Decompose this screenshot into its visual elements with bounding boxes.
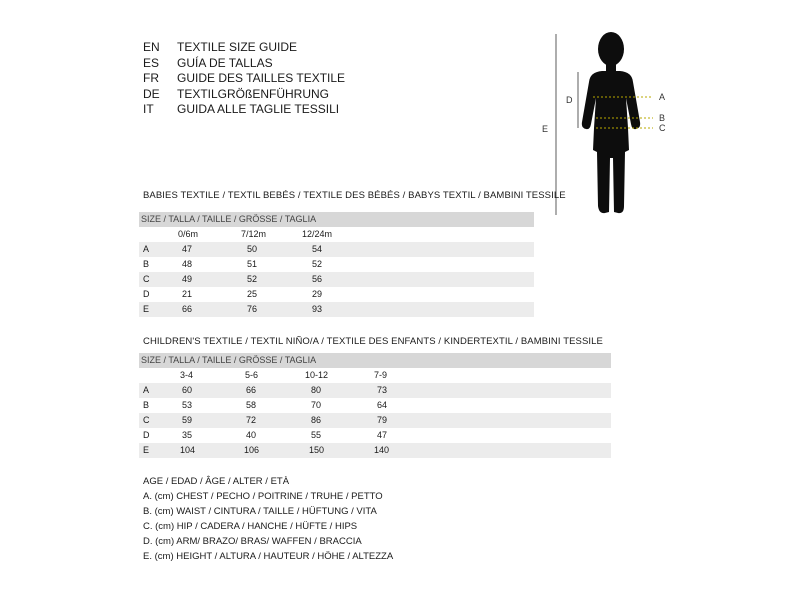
- row-label: B: [143, 400, 150, 410]
- label-b: B: [659, 113, 666, 123]
- table-row: [139, 242, 534, 257]
- table-cell: 48: [182, 259, 193, 269]
- table-cell: 56: [312, 274, 323, 284]
- table-cell: 150: [309, 445, 325, 455]
- lang-code: DE: [143, 86, 160, 101]
- table-row: [139, 302, 534, 317]
- row-label: A: [143, 385, 150, 395]
- table-cell: 49: [182, 274, 193, 284]
- table-cell: 73: [377, 385, 388, 395]
- table-cell: 64: [377, 400, 388, 410]
- lang-row-de: [143, 87, 345, 103]
- table-cell: 47: [182, 244, 193, 254]
- size-column-header: 12/24m: [302, 229, 333, 239]
- table-row: [139, 257, 534, 272]
- lang-title: TEXTILGRÖßENFÜHRUNG: [177, 86, 330, 101]
- table-cell: 66: [246, 385, 257, 395]
- table-cell: 72: [246, 415, 257, 425]
- table-cell: 51: [247, 259, 258, 269]
- row-label: C: [143, 274, 150, 284]
- legend-arm: D. (cm) ARM/ BRAZO/ BRAS/ WAFFEN / BRACCIA: [143, 536, 362, 547]
- lang-title: GUIDE DES TAILLES TEXTILE: [177, 71, 346, 85]
- table-cell: 104: [180, 445, 196, 455]
- table-cell: 66: [182, 304, 193, 314]
- lang-code: FR: [143, 71, 159, 85]
- lang-row-es: [143, 56, 345, 72]
- size-column-header: 0/6m: [178, 229, 199, 239]
- lang-code: ES: [143, 55, 160, 70]
- table-cell: 60: [182, 385, 193, 395]
- table-cell: 79: [377, 415, 388, 425]
- table-cell: 80: [311, 385, 322, 395]
- table-cell: 76: [247, 304, 258, 314]
- label-a: A: [659, 92, 666, 102]
- table-cell: 93: [312, 304, 323, 314]
- table-row: [139, 287, 534, 302]
- children-size-table: [139, 353, 611, 458]
- lang-code: IT: [143, 102, 154, 116]
- babies-section-title: BABIES TEXTILE / TEXTIL BEBÉS / TEXTILE DES BÉBÉS / BABYS TEXTIL / BAMBINI TESSILE: [143, 190, 566, 201]
- row-label: E: [143, 304, 150, 314]
- table-cell: 25: [247, 289, 258, 299]
- babies-size-table: [139, 212, 534, 317]
- lang-row-fr: [143, 71, 345, 87]
- table-cell: 86: [311, 415, 322, 425]
- legend-hip: C. (cm) HIP / CADERA / HANCHE / HÜFTE / HIPS: [143, 521, 358, 532]
- table-cell: 55: [311, 430, 322, 440]
- table-cell: 59: [182, 415, 193, 425]
- table-row: [139, 272, 534, 287]
- size-column-header: 5-6: [245, 370, 259, 380]
- label-c: C: [659, 123, 666, 133]
- row-label: E: [143, 445, 150, 455]
- children-section-title: CHILDREN'S TEXTILE / TEXTIL NIÑO/A / TEXTILE DES ENFANTS / KINDERTEXTIL / BAMBINI TESSILE: [143, 336, 603, 347]
- legend-waist: B. (cm) WAIST / CINTURA / TAILLE / HÜFTUNG / VITA: [143, 506, 377, 517]
- table-cell: 47: [377, 430, 388, 440]
- label-d: D: [566, 95, 573, 105]
- row-label: D: [143, 430, 150, 440]
- size-column-header: 10-12: [305, 370, 329, 380]
- lang-row-it: [143, 102, 345, 118]
- size-column-header: 3-4: [180, 370, 194, 380]
- table-cell: 35: [182, 430, 193, 440]
- lang-title: GUIDA ALLE TAGLIE TESSILI: [177, 102, 340, 116]
- child-silhouette-icon: [582, 32, 640, 213]
- language-titles: [143, 40, 345, 118]
- babies-sizes-row: [139, 227, 534, 242]
- table-row: [139, 443, 611, 458]
- table-cell: 140: [374, 445, 390, 455]
- lang-title: GUÍA DE TALLAS: [177, 55, 273, 70]
- table-cell: 70: [311, 400, 322, 410]
- lang-code: EN: [143, 40, 160, 54]
- lang-row-en: [143, 40, 345, 56]
- row-label: B: [143, 259, 150, 269]
- table-cell: 54: [312, 244, 323, 254]
- table-row: [139, 398, 611, 413]
- children-size-header: SIZE / TALLA / TAILLE / GRÖSSE / TAGLIA: [139, 353, 611, 368]
- table-cell: 52: [312, 259, 323, 269]
- row-label: C: [143, 415, 150, 425]
- legend-age: AGE / EDAD / ÂGE / ALTER / ETÀ: [143, 476, 290, 487]
- table-cell: 53: [182, 400, 193, 410]
- legend-height: E. (cm) HEIGHT / ALTURA / HAUTEUR / HÖHE / ALTEZZA: [143, 551, 394, 562]
- legend-chest: A. (cm) CHEST / PECHO / POITRINE / TRUHE / PETTO: [143, 491, 383, 502]
- table-cell: 50: [247, 244, 258, 254]
- size-column-header: 7-9: [374, 370, 388, 380]
- children-sizes-row: [139, 368, 611, 383]
- table-row: [139, 383, 611, 398]
- table-cell: 106: [244, 445, 260, 455]
- table-cell: 58: [246, 400, 257, 410]
- label-e: E: [542, 124, 549, 134]
- row-label: D: [143, 289, 150, 299]
- lang-title: TEXTILE SIZE GUIDE: [177, 40, 298, 54]
- babies-size-header: SIZE / TALLA / TAILLE / GRÖSSE / TAGLIA: [139, 212, 534, 227]
- table-row: [139, 413, 611, 428]
- row-label: A: [143, 244, 150, 254]
- table-cell: 40: [246, 430, 257, 440]
- table-row: [139, 428, 611, 443]
- size-column-header: 7/12m: [241, 229, 267, 239]
- table-cell: 29: [312, 289, 323, 299]
- table-cell: 52: [247, 274, 258, 284]
- table-cell: 21: [182, 289, 193, 299]
- measurement-legend: [143, 474, 393, 564]
